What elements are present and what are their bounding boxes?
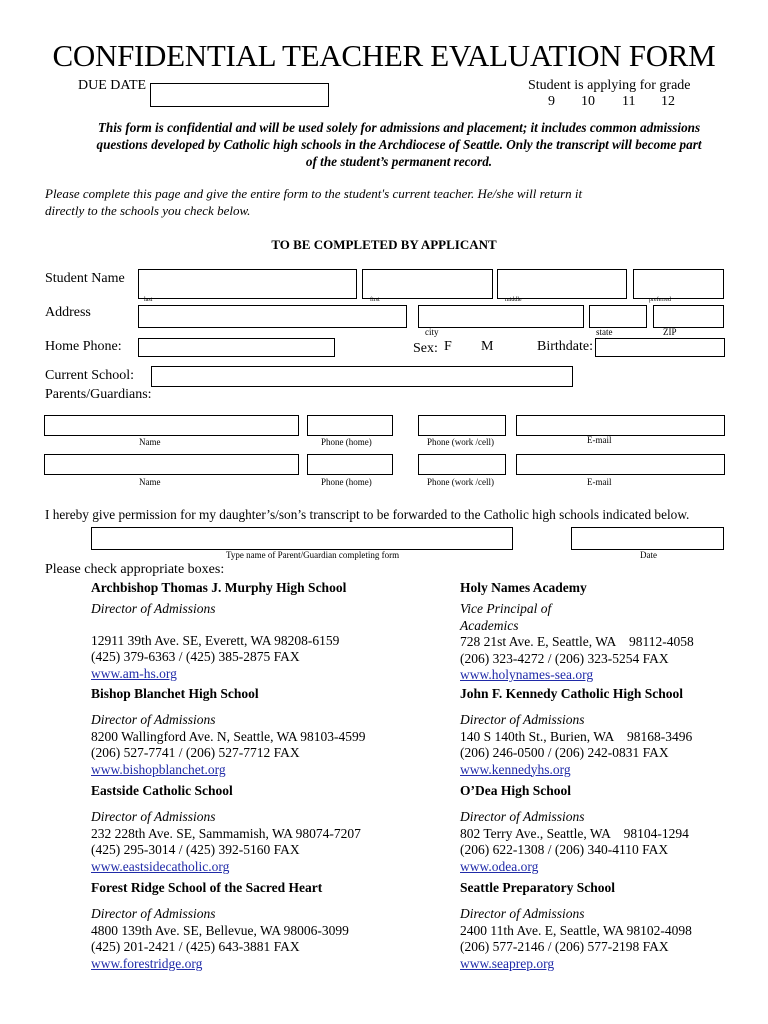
- guardian-1-name-field[interactable]: [44, 415, 299, 436]
- guardian-1-phone-home-sublabel: Phone (home): [321, 437, 372, 447]
- last-name-field[interactable]: [138, 269, 357, 299]
- guardian-2-phone-home-sublabel: Phone (home): [321, 477, 372, 487]
- parents-label: Parents/Guardians:: [45, 387, 152, 402]
- school-phone: (206) 577-2146 / (206) 577-2198 FAX: [460, 939, 669, 954]
- guardian-1-email-sublabel: E-mail: [587, 435, 612, 445]
- permission-text: I hereby give permission for my daughter’s/son’s transcript to be forwarded to the Catholic high schools indicated below.: [45, 507, 690, 522]
- current-school-field[interactable]: [151, 366, 573, 387]
- due-date-label: DUE DATE: [78, 78, 147, 93]
- date-sublabel: Date: [640, 550, 657, 560]
- school-role: Director of Admissions: [460, 906, 585, 921]
- school-address: 802 Terry Ave., Seattle, WA 98104-1294: [460, 825, 689, 841]
- school-address: 2400 11th Ave. E, Seattle, WA 98102-4098: [460, 922, 692, 938]
- current-school-label: Current School:: [45, 368, 135, 383]
- school-role-line-1: Vice Principal of: [460, 601, 552, 616]
- school-name: Eastside Catholic School: [91, 783, 233, 798]
- city-sublabel: city: [425, 327, 439, 337]
- student-name-label: Student Name: [45, 271, 125, 286]
- middle-name-field[interactable]: [497, 269, 627, 299]
- school-left-3[interactable]: [91, 783, 431, 875]
- last-sublabel: last: [144, 297, 153, 303]
- sex-option-m[interactable]: M: [481, 339, 494, 354]
- applicant-heading: TO BE COMPLETED BY APPLICANT: [271, 237, 497, 252]
- guardian-2-name-field[interactable]: [44, 454, 299, 475]
- guardian-signature-field[interactable]: [91, 527, 513, 550]
- guardian-2-name-sublabel: Name: [139, 477, 161, 487]
- school-right-4[interactable]: [460, 880, 760, 972]
- instructions-line-1: Please complete this page and give the entire form to the student's current teacher. He/she will return it: [45, 186, 583, 201]
- school-phone: (206) 246-0500 / (206) 242-0831 FAX: [460, 745, 669, 760]
- school-address: 140 S 140th St., Burien, WA 98168-3496: [460, 728, 693, 744]
- school-role: Director of Admissions: [460, 809, 585, 824]
- city-field[interactable]: [418, 305, 584, 328]
- school-website-link[interactable]: www.seaprep.org: [460, 955, 555, 971]
- school-website-link[interactable]: www.holynames-sea.org: [460, 667, 594, 682]
- school-role: Director of Admissions: [91, 712, 216, 727]
- school-name: O’Dea High School: [460, 783, 572, 798]
- guardian-1-email-field[interactable]: [516, 415, 725, 436]
- school-left-1[interactable]: [91, 580, 431, 682]
- guardian-1-phone-work-sublabel: Phone (work /cell): [427, 437, 494, 447]
- school-address: 8200 Wallingford Ave. N, Seattle, WA 98103-4599: [91, 728, 366, 744]
- zip-field[interactable]: [653, 305, 724, 328]
- school-phone: (206) 323-4272 / (206) 323-5254 FAX: [460, 650, 669, 666]
- check-boxes-label: Please check appropriate boxes:: [45, 562, 225, 577]
- school-name: Forest Ridge School of the Sacred Heart: [91, 880, 323, 895]
- school-website-link[interactable]: www.eastsidecatholic.org: [91, 858, 230, 874]
- school-name: Bishop Blanchet High School: [91, 686, 259, 701]
- school-website-link[interactable]: www.am-hs.org: [91, 665, 177, 681]
- home-phone-label: Home Phone:: [45, 339, 122, 354]
- school-right-3[interactable]: [460, 783, 760, 875]
- school-left-2[interactable]: [91, 686, 431, 778]
- grade-option-12[interactable]: 12: [661, 94, 675, 109]
- first-name-field[interactable]: [362, 269, 493, 299]
- signature-sublabel: Type name of Parent/Guardian completing form: [226, 550, 400, 560]
- guardian-1-phone-work-field[interactable]: [418, 415, 506, 436]
- preferred-sublabel: preferred: [649, 297, 671, 303]
- guardian-1-phone-home-field[interactable]: [307, 415, 393, 436]
- school-left-4[interactable]: [91, 880, 431, 972]
- instructions-line-2: directly to the schools you check below.: [45, 203, 251, 218]
- zip-sublabel: ZIP: [663, 327, 677, 337]
- middle-sublabel: middle: [505, 297, 522, 303]
- grade-option-11[interactable]: 11: [622, 94, 636, 109]
- guardian-2-email-sublabel: E-mail: [587, 477, 612, 487]
- school-phone: (425) 295-3014 / (425) 392-5160 FAX: [91, 842, 300, 857]
- school-phone: (206) 527-7741 / (206) 527-7712 FAX: [91, 745, 300, 760]
- grade-prompt: Student is applying for grade: [528, 78, 691, 93]
- school-role: Director of Admissions: [460, 712, 585, 727]
- school-role: Director of Admissions: [91, 809, 216, 824]
- preferred-name-field[interactable]: [633, 269, 724, 299]
- school-website-link[interactable]: www.forestridge.org: [91, 955, 203, 971]
- guardian-2-email-field[interactable]: [516, 454, 725, 475]
- school-name: Archbishop Thomas J. Murphy High School: [91, 580, 347, 595]
- sex-option-f[interactable]: F: [444, 339, 452, 354]
- school-address: 4800 139th Ave. SE, Bellevue, WA 98006-3099: [91, 922, 349, 938]
- guardian-2-phone-work-sublabel: Phone (work /cell): [427, 477, 494, 487]
- school-phone: (425) 379-6363 / (425) 385-2875 FAX: [91, 649, 300, 664]
- page-title: CONFIDENTIAL TEACHER EVALUATION FORM: [52, 38, 716, 73]
- school-address: 232 228th Ave. SE, Sammamish, WA 98074-7207: [91, 825, 361, 841]
- home-phone-field[interactable]: [138, 338, 335, 357]
- school-role: Director of Admissions: [91, 601, 216, 616]
- school-phone: (425) 201-2421 / (425) 643-3881 FAX: [91, 939, 300, 954]
- sex-label: Sex:: [413, 341, 438, 356]
- school-website-link[interactable]: www.odea.org: [460, 858, 539, 874]
- school-website-link[interactable]: www.kennedyhs.org: [460, 761, 571, 777]
- confidential-notice: This form is confidential and will be used solely for admissions and placement; it includes common admissions questions developed by Catholic high schools in the Archdiocese of Seattle. Only the transcript will become part of the student’s permanent record.: [96, 120, 702, 169]
- due-date-field[interactable]: [150, 83, 329, 107]
- guardian-2-phone-work-field[interactable]: [418, 454, 506, 475]
- school-website-link[interactable]: www.bishopblanchet.org: [91, 761, 226, 777]
- first-sublabel: first: [370, 297, 380, 303]
- birthdate-label: Birthdate:: [537, 339, 593, 354]
- school-right-2[interactable]: [460, 686, 760, 778]
- street-address-field[interactable]: [138, 305, 407, 328]
- school-name: Holy Names Academy: [460, 580, 587, 595]
- address-label: Address: [45, 305, 91, 320]
- school-name: John F. Kennedy Catholic High School: [460, 686, 684, 701]
- school-role-line-2: Academics: [460, 617, 519, 633]
- guardian-2-phone-home-field[interactable]: [307, 454, 393, 475]
- school-address: 12911 39th Ave. SE, Everett, WA 98208-6159: [91, 632, 340, 648]
- state-field[interactable]: [589, 305, 647, 328]
- school-phone: (206) 622-1308 / (206) 340-4110 FAX: [460, 842, 669, 857]
- school-address: 728 21st Ave. E, Seattle, WA 98112-4058: [460, 634, 694, 649]
- state-sublabel: state: [596, 327, 613, 337]
- birthdate-field[interactable]: [595, 338, 725, 357]
- school-right-1[interactable]: [460, 580, 760, 684]
- grade-option-10[interactable]: 10: [581, 94, 595, 109]
- school-name: Seattle Preparatory School: [460, 880, 615, 895]
- signature-date-field[interactable]: [571, 527, 724, 550]
- school-role: Director of Admissions: [91, 906, 216, 921]
- guardian-1-name-sublabel: Name: [139, 437, 161, 447]
- grade-option-9[interactable]: 9: [548, 94, 555, 109]
